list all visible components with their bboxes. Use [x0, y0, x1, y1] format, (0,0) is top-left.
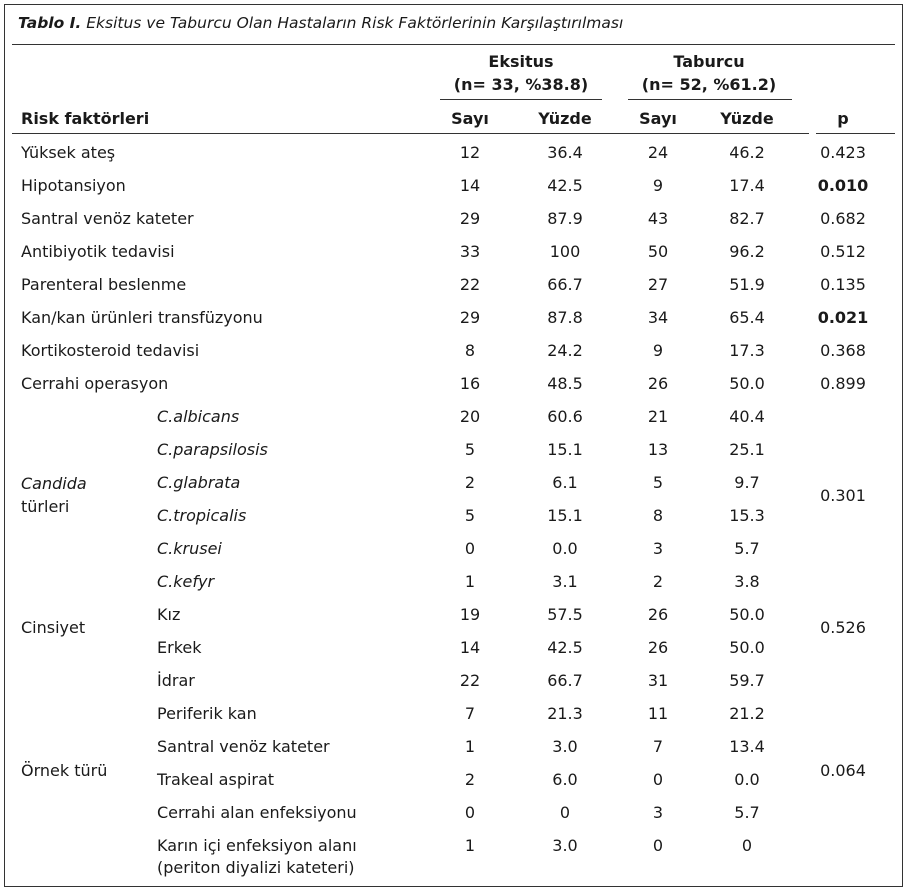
- row-t-pct: 96.2: [729, 242, 765, 261]
- sex-p: 0.526: [820, 618, 866, 637]
- row-t-pct: 65.4: [729, 308, 765, 327]
- row-label: Yüksek ateş: [21, 143, 116, 162]
- row-t-n: 9: [652, 176, 664, 195]
- sex-item-t-pct: 50.0: [729, 638, 765, 657]
- candida-item-e-n: 1: [464, 572, 476, 591]
- row-e-pct: 87.9: [547, 209, 583, 228]
- candida-item-label: C.parapsilosis: [157, 440, 268, 459]
- table-title-text: Eksitus ve Taburcu Olan Hastaların Risk Faktörlerinin Karşılaştırılması: [86, 14, 624, 32]
- header-t-percent: Yüzde: [720, 109, 774, 128]
- group1-n: (n= 33, %38.8): [453, 75, 589, 94]
- row-label: Santral venöz kateter: [21, 209, 194, 228]
- candida-item-e-pct: 60.6: [547, 407, 583, 426]
- sample-item-t-n: 0: [652, 836, 664, 855]
- row-e-pct: 66.7: [547, 275, 583, 294]
- candida-item-e-pct: 15.1: [547, 440, 583, 459]
- sample-item-t-n: 7: [652, 737, 664, 756]
- candida-item-e-pct: 0.0: [552, 539, 578, 558]
- sample-item-label: İdrar: [157, 671, 195, 690]
- group2-n: (n= 52, %61.2): [641, 75, 777, 94]
- row-t-n: 9: [652, 341, 664, 360]
- candida-item-e-n: 5: [464, 440, 476, 459]
- sample-p: 0.064: [820, 761, 866, 780]
- row-t-pct: 17.4: [729, 176, 765, 195]
- row-e-n: 16: [459, 374, 481, 393]
- row-e-pct: 100: [549, 242, 581, 261]
- row-e-pct: 36.4: [547, 143, 583, 162]
- sample-item-e-pct: 21.3: [547, 704, 583, 723]
- row-p: 0.423: [820, 143, 866, 162]
- candida-item-label: C.krusei: [157, 539, 222, 558]
- candida-item-t-pct: 40.4: [729, 407, 765, 426]
- row-t-pct: 51.9: [729, 275, 765, 294]
- group2-name: Taburcu: [673, 52, 745, 71]
- row-p: 0.682: [820, 209, 866, 228]
- table-title: [18, 14, 623, 32]
- candida-item-t-pct: 5.7: [734, 539, 760, 558]
- candida-item-t-pct: 3.8: [734, 572, 760, 591]
- candida-label-line2: türleri: [21, 497, 70, 516]
- sample-item-e-pct: 0: [559, 803, 571, 822]
- row-label: Kan/kan ürünleri transfüzyonu: [21, 308, 263, 327]
- candida-item-t-n: 21: [647, 407, 669, 426]
- header-p: p: [837, 109, 849, 128]
- sample-item-t-pct: 59.7: [729, 671, 765, 690]
- sample-item-e-n: 2: [464, 770, 476, 789]
- candida-item-e-n: 5: [464, 506, 476, 525]
- candida-item-e-pct: 15.1: [547, 506, 583, 525]
- sample-item-e-n: 1: [464, 836, 476, 855]
- candida-item-t-pct: 15.3: [729, 506, 765, 525]
- header-factor: Risk faktörleri: [21, 109, 150, 128]
- candida-item-label: C.tropicalis: [157, 506, 247, 525]
- row-e-n: 8: [464, 341, 476, 360]
- row-e-n: 33: [459, 242, 481, 261]
- row-t-pct: 82.7: [729, 209, 765, 228]
- candida-item-t-pct: 25.1: [729, 440, 765, 459]
- candida-item-e-n: 20: [459, 407, 481, 426]
- row-t-n: 43: [647, 209, 669, 228]
- sample-item-t-pct: 5.7: [734, 803, 760, 822]
- sex-item-e-pct: 57.5: [547, 605, 583, 624]
- row-t-n: 27: [647, 275, 669, 294]
- row-e-pct: 48.5: [547, 374, 583, 393]
- sample-item-label: Cerrahi alan enfeksiyonu: [157, 803, 357, 822]
- sample-item-e-n: 1: [464, 737, 476, 756]
- row-e-n: 29: [459, 308, 481, 327]
- sample-item-t-pct: 0: [741, 836, 753, 855]
- candida-item-e-n: 0: [464, 539, 476, 558]
- row-p: 0.899: [820, 374, 866, 393]
- row-label: Cerrahi operasyon: [21, 374, 169, 393]
- row-e-pct: 42.5: [547, 176, 583, 195]
- sample-item-e-n: 0: [464, 803, 476, 822]
- row-t-pct: 17.3: [729, 341, 765, 360]
- candida-item-t-n: 13: [647, 440, 669, 459]
- sample-item-t-n: 11: [647, 704, 669, 723]
- sex-item-t-n: 26: [647, 605, 669, 624]
- candida-item-t-pct: 9.7: [734, 473, 760, 492]
- row-t-pct: 50.0: [729, 374, 765, 393]
- row-t-n: 50: [647, 242, 669, 261]
- candida-item-t-n: 5: [652, 473, 664, 492]
- group1-name: Eksitus: [488, 52, 554, 71]
- sex-item-label: Kız: [157, 605, 181, 624]
- row-e-n: 12: [459, 143, 481, 162]
- row-t-n: 24: [647, 143, 669, 162]
- row-t-n: 26: [647, 374, 669, 393]
- sample-item-t-pct: 13.4: [729, 737, 765, 756]
- row-label: Parenteral beslenme: [21, 275, 187, 294]
- sex-item-e-n: 19: [459, 605, 481, 624]
- sex-item-t-pct: 50.0: [729, 605, 765, 624]
- sample-item-e-pct: 6.0: [552, 770, 578, 789]
- sample-item-e-pct: 66.7: [547, 671, 583, 690]
- row-p: 0.010: [817, 176, 869, 195]
- row-label: Hipotansiyon: [21, 176, 126, 195]
- candida-item-label: C.glabrata: [157, 473, 241, 492]
- row-p: 0.135: [820, 275, 866, 294]
- title-rule: [12, 44, 895, 45]
- row-p: 0.512: [820, 242, 866, 261]
- sample-item-e-n: 22: [459, 671, 481, 690]
- header-t-count: Sayı: [639, 109, 677, 128]
- candida-label-line1: Candida: [21, 474, 87, 493]
- group1-underline: [440, 99, 602, 100]
- row-label: Kortikosteroid tedavisi: [21, 341, 200, 360]
- header-rule-right: [816, 133, 895, 134]
- candida-item-t-n: 3: [652, 539, 664, 558]
- row-e-n: 22: [459, 275, 481, 294]
- sample-item-label-line2: (periton diyalizi kateteri): [157, 858, 355, 877]
- sex-label: Cinsiyet: [21, 618, 86, 637]
- row-p: 0.368: [820, 341, 866, 360]
- candida-item-t-n: 8: [652, 506, 664, 525]
- row-t-pct: 46.2: [729, 143, 765, 162]
- sample-item-e-pct: 3.0: [552, 737, 578, 756]
- sample-item-t-pct: 0.0: [734, 770, 760, 789]
- sex-item-e-pct: 42.5: [547, 638, 583, 657]
- sample-item-t-pct: 21.2: [729, 704, 765, 723]
- sample-item-label: Santral venöz kateter: [157, 737, 330, 756]
- row-e-n: 14: [459, 176, 481, 195]
- sample-item-label: Periferik kan: [157, 704, 257, 723]
- group2-underline: [628, 99, 792, 100]
- header-e-percent: Yüzde: [538, 109, 592, 128]
- candida-item-label: C.albicans: [157, 407, 240, 426]
- sample-item-e-pct: 3.0: [552, 836, 578, 855]
- candida-label: [21, 474, 87, 494]
- candida-item-label: C.kefyr: [157, 572, 215, 591]
- sex-item-label: Erkek: [157, 638, 202, 657]
- sample-label: Örnek türü: [21, 761, 108, 780]
- candida-item-t-n: 2: [652, 572, 664, 591]
- header-rule-left: [12, 133, 809, 134]
- sex-item-t-n: 26: [647, 638, 669, 657]
- candida-p: 0.301: [820, 486, 866, 505]
- candida-item-e-pct: 3.1: [552, 572, 578, 591]
- sample-item-label: Trakeal aspirat: [157, 770, 275, 789]
- row-label: Antibiyotik tedavisi: [21, 242, 175, 261]
- candida-item-e-pct: 6.1: [552, 473, 578, 492]
- candida-item-e-n: 2: [464, 473, 476, 492]
- row-t-n: 34: [647, 308, 669, 327]
- sample-item-t-n: 31: [647, 671, 669, 690]
- row-e-pct: 24.2: [547, 341, 583, 360]
- sample-item-e-n: 7: [464, 704, 476, 723]
- table-title-prefix: Tablo I.: [18, 14, 82, 32]
- row-p: 0.021: [817, 308, 869, 327]
- sex-item-e-n: 14: [459, 638, 481, 657]
- row-e-pct: 87.8: [547, 308, 583, 327]
- sample-item-t-n: 0: [652, 770, 664, 789]
- header-e-count: Sayı: [451, 109, 489, 128]
- sample-item-t-n: 3: [652, 803, 664, 822]
- row-e-n: 29: [459, 209, 481, 228]
- sample-item-label: Karın içi enfeksiyon alanı: [157, 836, 357, 855]
